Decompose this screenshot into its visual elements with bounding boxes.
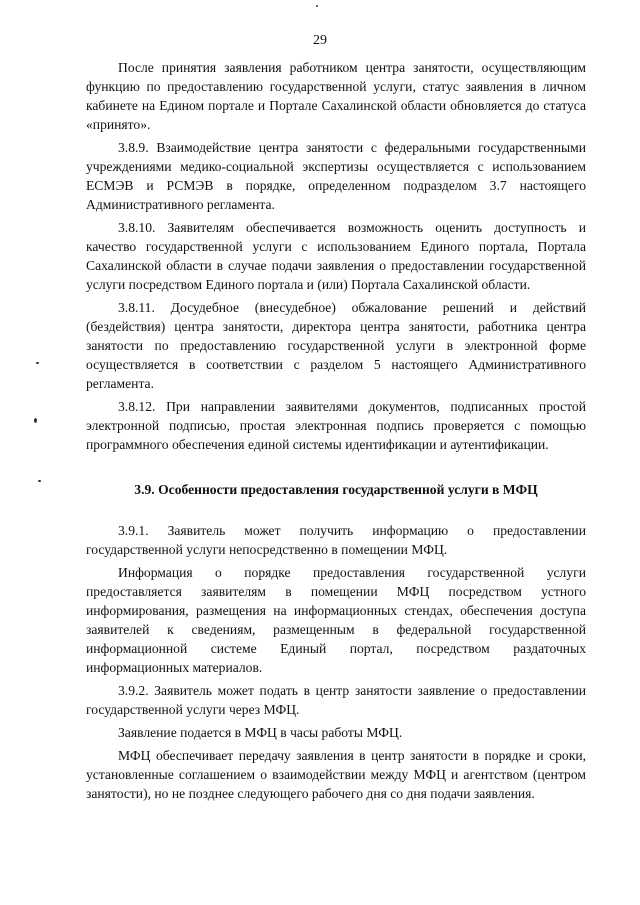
section-heading-3-9: 3.9. Особенности предоставления государственной услуги в МФЦ (134, 482, 538, 497)
paragraph-3-9-1: 3.9.1. Заявитель может получить информацию о предоставлении государственной услуги непосредственно в помещении МФЦ. (86, 523, 586, 557)
page-number: 29 (313, 33, 327, 48)
paragraph-submission-hours: Заявление подается в МФЦ в часы работы МФЦ. (118, 725, 403, 740)
scan-speck (316, 5, 318, 7)
scan-speck (36, 362, 39, 364)
paragraph-mfc-transfer: МФЦ обеспечивает передачу заявления в центр занятости в порядке и сроки, установленные соглашением о взаимодействии между МФЦ и агентством (центром занятости), но не позднее следующего рабочего дня со дня подачи заявления. (86, 748, 586, 801)
paragraph-3-8-10: 3.8.10. Заявителям обеспечивается возможность оценить доступность и качество государственной услуги с использованием Единого портала, Портала Сахалинской области в случае подачи заявления о предоставлении государственной услуги посредством Единого портала и (или) Портала Сахалинской области. (86, 220, 586, 292)
paragraph-3-9-2: 3.9.2. Заявитель может подать в центр занятости заявление о предоставлении государственной услуги через МФЦ. (86, 683, 586, 717)
scan-speck (38, 480, 41, 482)
paragraph-3-8-12: 3.8.12. При направлении заявителями документов, подписанных простой электронной подписью, простая электронная подпись проверяется с помощью программного обеспечения единой системы идентификации и аутентификации. (86, 399, 586, 452)
scan-speck (34, 418, 37, 423)
paragraph-status-update: После принятия заявления работником центра занятости, осуществляющим функцию по предоставлению государственной услуги, статус заявления в личном кабинете на Едином портале и Портале Сахалинской области обновляется до статуса «принято». (86, 60, 586, 132)
paragraph-3-8-11: 3.8.11. Досудебное (внесудебное) обжалование решений и действий (бездействия) центра занятости, директора центра занятости, работника центра занятости по предоставлению государственной услуги в электронной форме осуществляется в соответствии с разделом 5 настоящего Административного регламента. (86, 300, 586, 391)
document-body (86, 58, 586, 807)
paragraph-3-8-9: 3.8.9. Взаимодействие центра занятости с федеральными государственными учреждениями медико-социальной экспертизы осуществляется с использованием ЕСМЭВ и РСМЭВ в порядке, определенном подразделом 3.7 настоящего Административного регламента. (86, 140, 586, 212)
paragraph-mfc-information: Информация о порядке предоставления государственной услуги предоставляется заявителям в помещении МФЦ посредством устного информирования, размещения на информационных стендах, обеспечения доступа заявителей к сведениям, размещенным в федеральной государственной информационной системе Единый портал, посредством раздаточных информационных материалов. (86, 565, 586, 675)
